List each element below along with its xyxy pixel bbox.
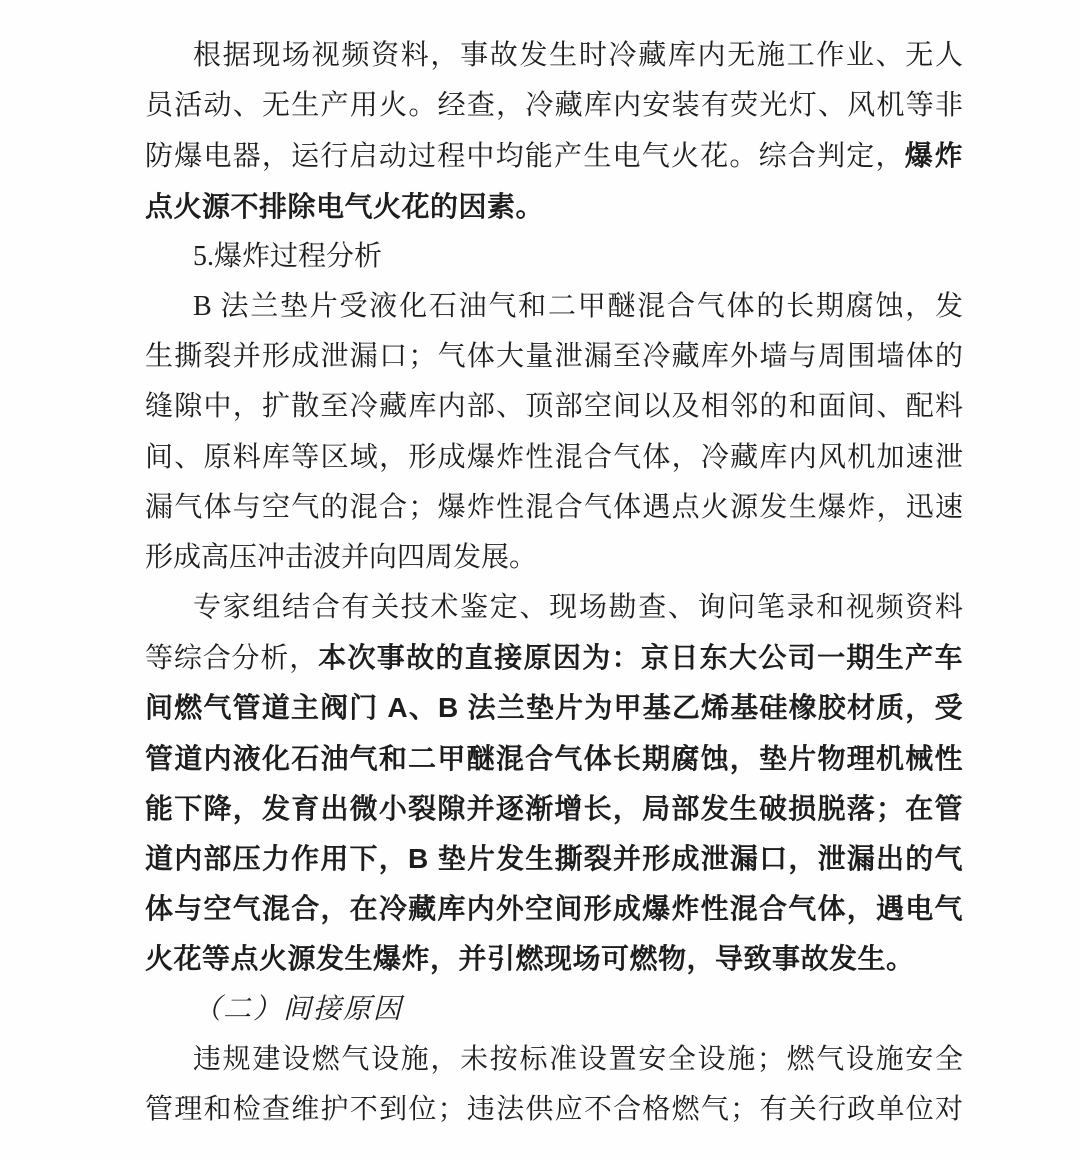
text-run-bold: 管道内液化石油气和二甲醚混合气体长期腐蚀，垫片物理机械性 [145,742,963,774]
text-run-kaiti: （二）间接原因 [193,993,404,1025]
text-run-bold: 能下降，发育出微小裂隙并逐渐增长，局部发生破损脱落；在管 [145,792,963,824]
text-line [145,483,963,533]
text-line [145,382,963,432]
text-run-regular: 管理和检查维护不到位；违法供应不合格燃气；有关行政单位对 [145,1093,963,1125]
text-line [145,734,963,784]
text-run-regular: 形成高压冲击波并向四周发展。 [145,541,538,573]
text-line [145,433,963,483]
text-line [145,182,963,232]
text-line [145,834,963,884]
text-run-regular: 生撕裂并形成泄漏口；气体大量泄漏至冷藏库外墙与周围墙体的 [145,341,963,373]
text-run-regular: 缝隙中，扩散至冷藏库内部、顶部空间以及相邻的和面间、配料 [145,391,963,423]
text-line [145,533,963,583]
text-line [145,934,963,984]
text-run-regular: 员活动、无生产用火。经查，冷藏库内安装有荧光灯、风机等非 [145,90,963,122]
text-block [145,31,963,1135]
text-run-regular: 间、原料库等区域，形成爆炸性混合气体，冷藏库内风机加速泄 [145,441,963,473]
text-line [145,31,963,81]
text-run-regular: 等综合分析， [145,643,319,675]
text-run-bold: 道内部压力作用下，B 垫片发生撕裂并形成泄漏口，泄漏出的气 [145,843,963,874]
text-run-bold: 点火源不排除电气火花的因素。 [145,190,545,222]
text-run-regular: 漏气体与空气的混合；爆炸性混合气体遇点火源发生爆炸，迅速 [145,491,963,523]
text-line [145,985,963,1035]
text-run-regular: 根据现场视频资料，事故发生时冷藏库内无施工作业、无人 [193,40,963,71]
text-line [145,282,963,332]
text-line [145,81,963,131]
text-run-regular: 专家组结合有关技术鉴定、现场勘查、询问笔录和视频资料 [193,592,963,624]
text-line [145,583,963,633]
text-line [145,683,963,733]
text-line [145,232,963,282]
text-run-bold: 火花等点火源发生爆炸，并引燃现场可燃物，导致事故发生。 [145,943,915,975]
text-line [145,1035,963,1085]
text-line [145,332,963,382]
text-line [145,131,963,181]
text-run-bold: 爆炸 [904,140,963,172]
text-line [145,633,963,683]
text-line [145,1085,963,1135]
text-run-regular: 5.爆炸过程分析 [193,240,383,272]
text-run-regular: B 法兰垫片受液化石油气和二甲醚混合气体的长期腐蚀，发 [193,290,963,322]
text-line [145,784,963,834]
text-run-regular: 防爆电器，运行启动过程中均能产生电气火花。综合判定， [145,141,905,173]
text-line [145,884,963,934]
text-run-bold: 体与空气混合，在冷藏库内外空间形成爆炸性混合气体，遇电气 [145,893,963,925]
text-run-bold: 间燃气管道主阀门 A、B 法兰垫片为甲基乙烯基硅橡胶材质，受 [145,692,963,724]
text-run-regular: 违规建设燃气设施，未按标准设置安全设施；燃气设施安全 [193,1043,963,1075]
text-run-bold: 本次事故的直接原因为：京日东大公司一期生产车 [318,642,963,674]
